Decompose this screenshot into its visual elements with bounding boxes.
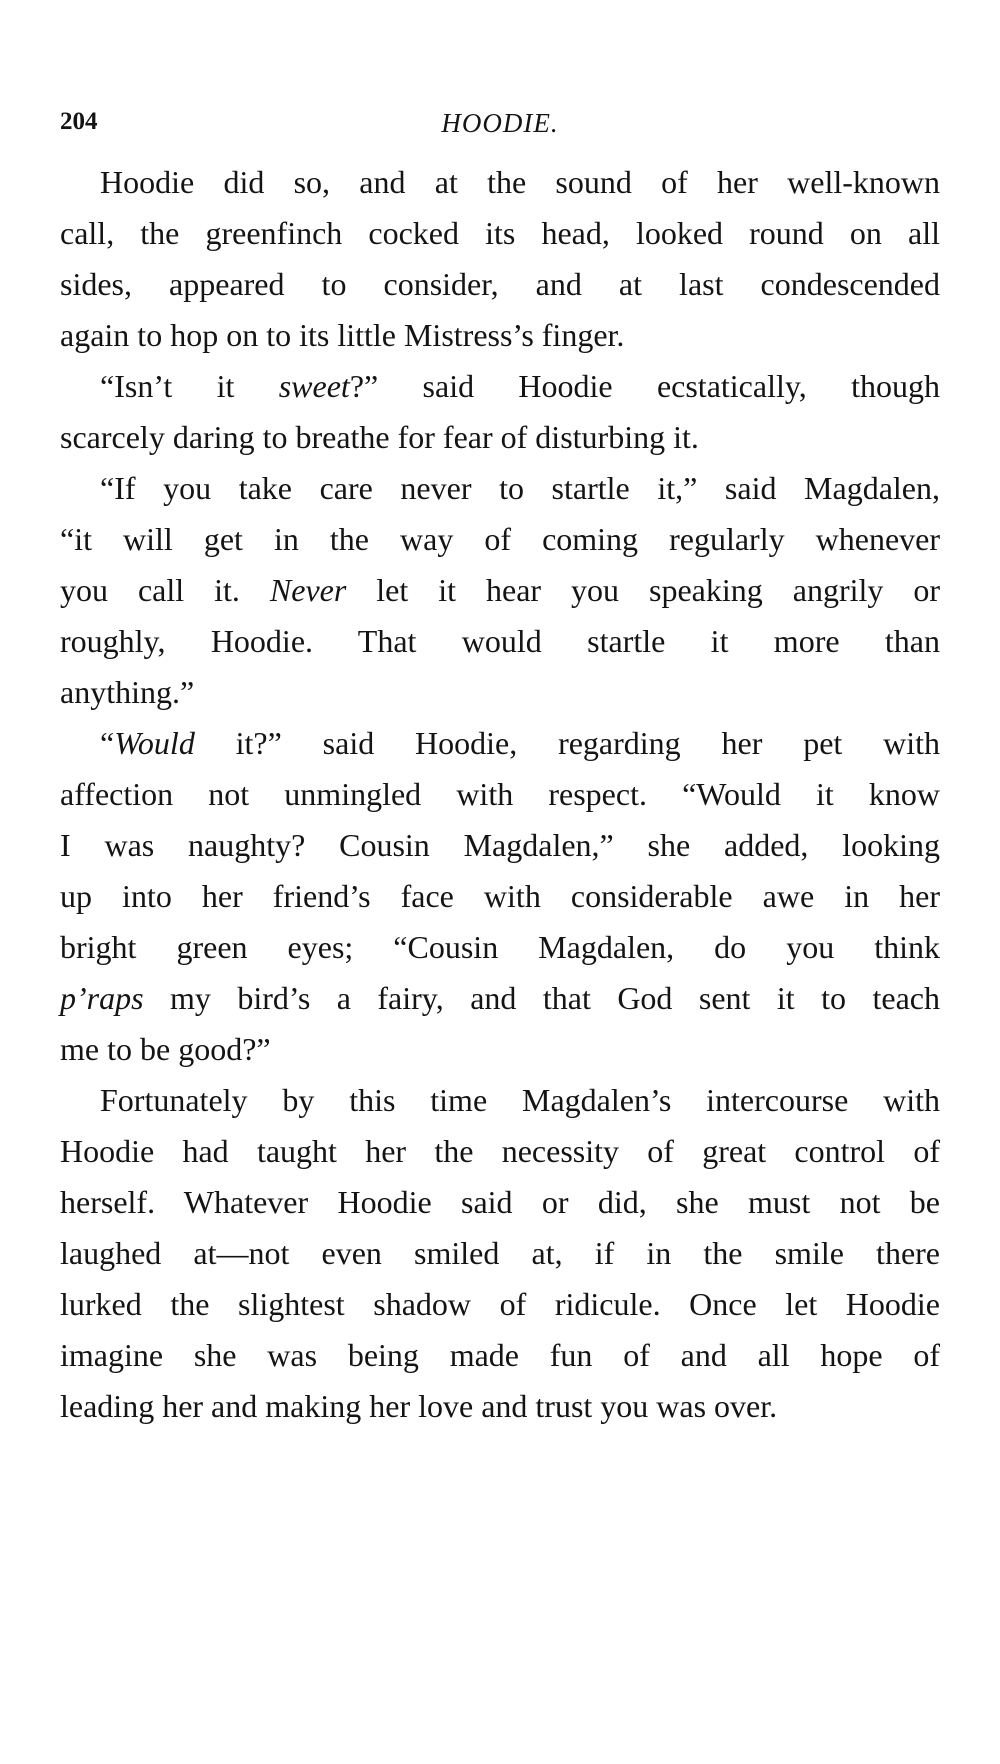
text-line xyxy=(60,310,940,361)
text-line xyxy=(60,1024,940,1075)
text-segment: bright green eyes; “Cousin Magdalen, do you think xyxy=(60,929,940,965)
text-line xyxy=(60,514,940,565)
italic-text: Would xyxy=(114,725,195,761)
text-segment: “ xyxy=(100,725,115,761)
text-segment: let it hear you speaking angrily or xyxy=(346,572,941,608)
text-segment: Fortunately by this time Magdalen’s intercourse with xyxy=(100,1082,940,1118)
page-number: 204 xyxy=(60,108,98,135)
text-segment: lurked the slightest shadow of ridicule. Once let Hoodie xyxy=(60,1286,940,1322)
text-segment: anything.” xyxy=(60,674,195,710)
text-line xyxy=(60,820,940,871)
text-segment: laughed at—not even smiled at, if in the smile there xyxy=(60,1235,940,1271)
text-segment: call, the greenfinch cocked its head, looked round on all xyxy=(60,215,940,251)
text-segment: it?” said Hoodie, regarding her pet with xyxy=(194,725,940,761)
text-segment: Hoodie did so, and at the sound of her well-known xyxy=(100,164,940,200)
text-line xyxy=(60,361,940,412)
text-segment: “If you take care never to startle it,” said Magdalen, xyxy=(100,470,940,506)
text-line xyxy=(60,973,940,1024)
running-title: HOODIE. xyxy=(441,108,559,138)
text-line xyxy=(60,871,940,922)
page-header xyxy=(60,108,940,148)
text-line xyxy=(60,1381,940,1432)
text-line xyxy=(60,565,940,616)
text-segment: “Isn’t it xyxy=(100,368,279,404)
text-segment: sides, appeared to consider, and at last condescended xyxy=(60,266,940,302)
text-segment: “it will get in the way of coming regularly whenever xyxy=(60,521,940,557)
text-line xyxy=(60,1279,940,1330)
text-segment: again to hop on to its little Mistress’s finger. xyxy=(60,317,625,353)
text-segment: imagine she was being made fun of and all hope of xyxy=(60,1337,940,1373)
text-line xyxy=(60,259,940,310)
text-line xyxy=(60,208,940,259)
text-line xyxy=(60,769,940,820)
text-segment: Hoodie had taught her the necessity of great control of xyxy=(60,1133,940,1169)
text-segment: herself. Whatever Hoodie said or did, she must not be xyxy=(60,1184,940,1220)
text-segment: you call it. xyxy=(60,572,270,608)
italic-text: Never xyxy=(269,572,347,608)
text-line xyxy=(60,1330,940,1381)
text-segment: roughly, Hoodie. That would startle it more than xyxy=(60,623,940,659)
text-line xyxy=(60,616,940,667)
text-line xyxy=(60,157,940,208)
text-line xyxy=(60,1177,940,1228)
text-line xyxy=(60,1228,940,1279)
italic-text: p’raps xyxy=(60,980,144,1016)
text-line xyxy=(60,1126,940,1177)
text-segment: leading her and making her love and trust you was over. xyxy=(60,1388,778,1424)
text-line xyxy=(60,667,940,718)
text-line xyxy=(60,922,940,973)
text-segment: affection not unmingled with respect. “Would it know xyxy=(60,776,940,812)
text-line xyxy=(60,718,940,769)
text-segment: my bird’s a fairy, and that God sent it to teach xyxy=(143,980,940,1016)
body-text xyxy=(60,157,940,1432)
text-line xyxy=(60,1075,940,1126)
text-segment: ?” said Hoodie ecstatically, though xyxy=(349,368,941,404)
text-segment: up into her friend’s face with considerable awe in her xyxy=(60,878,940,914)
text-segment: I was naughty? Cousin Magdalen,” she added, looking xyxy=(60,827,940,863)
text-segment: scarcely daring to breathe for fear of disturbing it. xyxy=(60,419,699,455)
text-line xyxy=(60,412,940,463)
text-line xyxy=(60,463,940,514)
text-segment: me to be good?” xyxy=(60,1031,271,1067)
italic-text: sweet xyxy=(278,368,350,404)
